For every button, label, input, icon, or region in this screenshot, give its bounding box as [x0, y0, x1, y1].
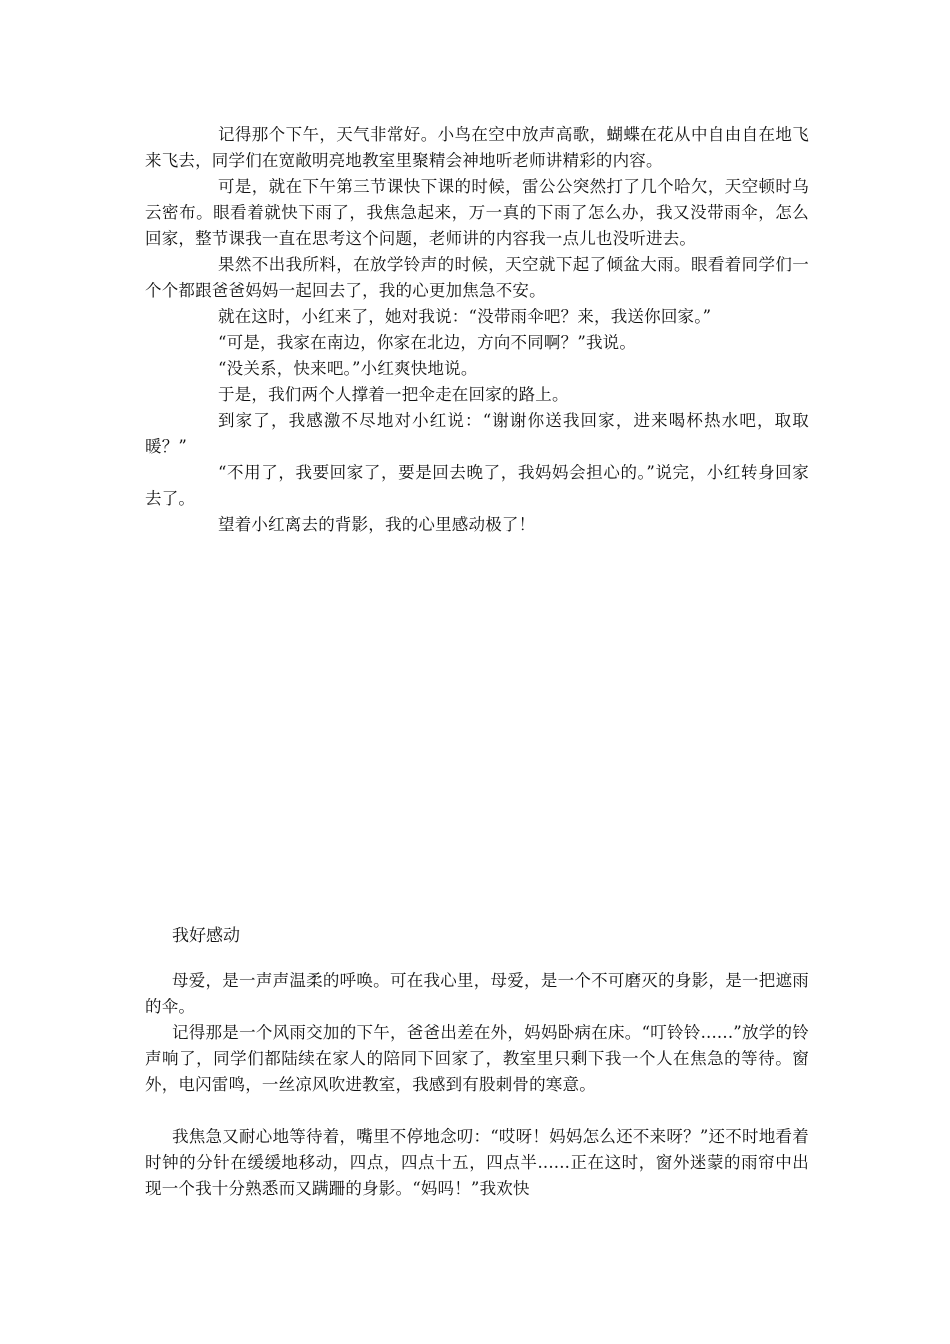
story-one-paragraph: 记得那个下午，天气非常好。小鸟在空中放声高歌，蝴蝶在花从中自由自在地飞来飞去，同学们在宽敞明亮地教室里聚精会神地听老师讲精彩的内容。	[145, 125, 809, 170]
story-one-paragraph: 望着小红离去的背影，我的心里感动极了！	[218, 515, 536, 534]
story-one-paragraph: “没关系，快来吧。”小红爽快地说。	[218, 359, 478, 378]
paragraph-gap	[145, 1098, 809, 1124]
story-one-paragraph: 可是，就在下午第三节课快下课的时候，雷公公突然打了几个哈欠，天空顿时乌云密布。眼看着就快下雨了，我焦急起来，万一真的下雨了怎么办，我又没带雨伞，怎么回家，整节课我一直在思考这个问题，老师讲的内容我一点儿也没听进去。	[145, 177, 809, 248]
story-one-paragraph: 果然不出我所料，在放学铃声的时候，天空就下起了倾盆大雨。眼看着同学们一个个都跟爸爸妈妈一起回去了，我的心更加焦急不安。	[145, 255, 809, 300]
story-one-paragraph: “不用了，我要回家了，要是回去晚了，我妈妈会担心的。”说完，小红转身回家去了。	[145, 463, 809, 508]
story-one-paragraph: 于是，我们两个人撑着一把伞走在回家的路上。	[218, 385, 569, 404]
story-two-title: 我好感动	[172, 926, 240, 946]
story-two-paragraph: 我焦急又耐心地等待着，嘴里不停地念叨：“哎呀！妈妈怎么还不来呀？”还不时地看着时钟的分针在缓缓地移动，四点，四点十五，四点半......正在这时，窗外迷蒙的雨帘中出现一个我十分熟悉而又蹒跚的身影。“妈吗！”我欢快	[145, 1127, 809, 1198]
story-two-paragraph: 记得那是一个风雨交加的下午，爸爸出差在外，妈妈卧病在床。“叮铃铃......”放学的铃声响了，同学们都陆续在家人的陪同下回家了，教室里只剩下我一个人在焦急的等待。窗外，电闪雷鸣，一丝凉风吹进教室，我感到有股刺骨的寒意。	[145, 1023, 809, 1094]
story-two	[145, 968, 809, 1202]
story-two-paragraph: 母爱，是一声声温柔的呼唤。可在我心里，母爱，是一个不可磨灭的身影，是一把遮雨的伞。	[145, 971, 809, 1016]
story-one-paragraph: “可是，我家在南边，你家在北边，方向不同啊？”我说。	[218, 333, 637, 352]
story-one-paragraph: 到家了，我感激不尽地对小红说：“谢谢你送我回家，进来喝杯热水吧，取取暖？”	[145, 411, 809, 456]
story-one-paragraph: 就在这时，小红来了，她对我说：“没带雨伞吧？来，我送你回家。”	[218, 307, 712, 326]
story-one	[145, 122, 809, 538]
